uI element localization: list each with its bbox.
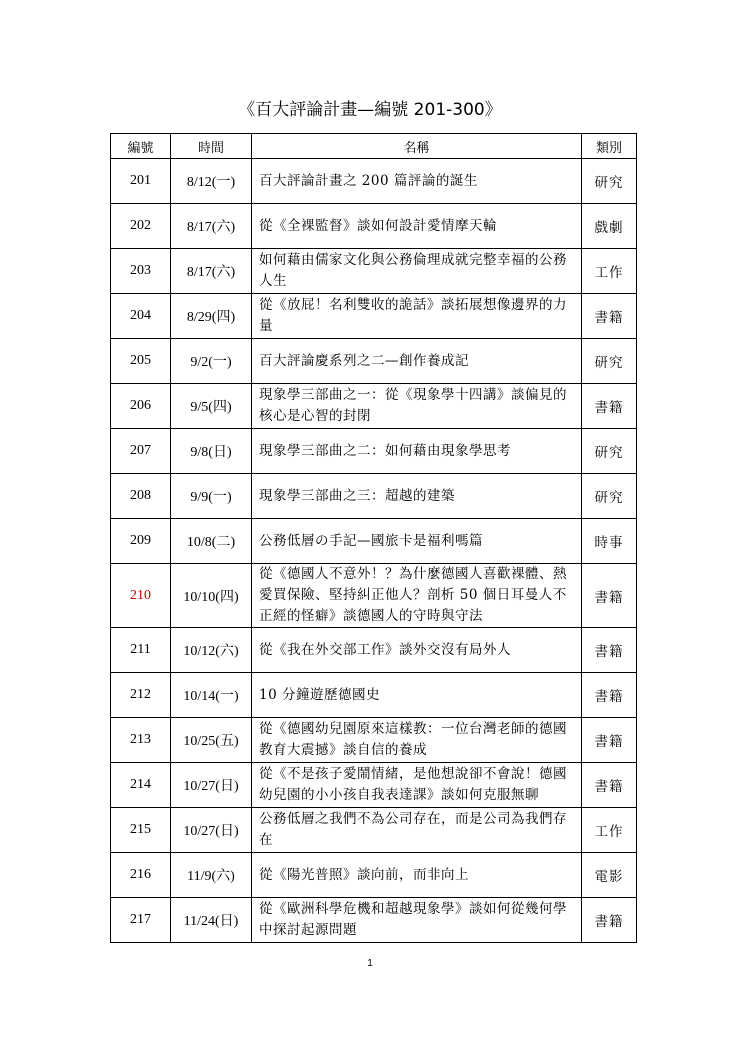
row-name: 百大評論慶系列之二—創作養成記 [252,339,582,384]
row-date: 11/24(日) [171,898,252,943]
row-number: 213 [111,718,171,763]
row-name: 從《陽光普照》談向前，而非向上 [252,853,582,898]
row-category: 研究 [582,474,637,519]
row-date: 10/10(四) [171,564,252,628]
document-title: 《百大評論計畫—編號 201-300》 [238,100,502,120]
table-row [111,564,637,628]
row-category: 研究 [582,159,637,204]
row-category: 工作 [582,808,637,853]
row-number: 208 [111,474,171,519]
row-number: 215 [111,808,171,853]
header-category: 類別 [582,134,637,159]
row-number: 207 [111,429,171,474]
row-category: 書籍 [582,384,637,429]
row-name: 從《歐洲科學危機和超越現象學》談如何從幾何學中探討起源問題 [252,898,582,943]
row-category: 工作 [582,249,637,294]
row-date: 9/2(一) [171,339,252,384]
row-name: 從《放屁！名利雙收的詭話》談拓展想像邊界的力量 [252,294,582,339]
row-category: 書籍 [582,898,637,943]
table-row [111,808,637,853]
row-category: 研究 [582,429,637,474]
row-date: 8/17(六) [171,204,252,249]
row-name: 從《我在外交部工作》談外交沒有局外人 [252,628,582,673]
row-number: 210 [111,564,171,628]
row-number: 201 [111,159,171,204]
table-row [111,763,637,808]
table-row [111,429,637,474]
row-date: 10/14(一) [171,673,252,718]
row-date: 8/17(六) [171,249,252,294]
row-name: 從《德國幼兒園原來這樣教：一位台灣老師的德國教育大震撼》談自信的養成 [252,718,582,763]
table-row [111,898,637,943]
row-name: 從《不是孩子愛鬧情緒，是他想說卻不會說！德國幼兒園的小小孩自我表達課》談如何克服無聊 [252,763,582,808]
row-name: 如何藉由儒家文化與公務倫理成就完整幸福的公務人生 [252,249,582,294]
row-number: 204 [111,294,171,339]
row-category: 戲劇 [582,204,637,249]
row-date: 10/27(日) [171,763,252,808]
row-date: 8/29(四) [171,294,252,339]
row-date: 10/25(五) [171,718,252,763]
row-date: 10/27(日) [171,808,252,853]
row-number: 205 [111,339,171,384]
row-name: 現象學三部曲之一：從《現象學十四講》談偏見的核心是心智的封閉 [252,384,582,429]
row-number: 216 [111,853,171,898]
table-row [111,673,637,718]
row-category: 書籍 [582,763,637,808]
row-date: 10/12(六) [171,628,252,673]
row-category: 書籍 [582,564,637,628]
row-date: 9/8(日) [171,429,252,474]
row-number: 214 [111,763,171,808]
row-name: 從《德國人不意外！？為什麼德國人喜歡裸體、熱愛買保險、堅持糾正他人？剖析 50 個日耳曼人不正經的怪癖》談德國人的守時與守法 [252,564,582,628]
row-category: 書籍 [582,628,637,673]
table-row [111,159,637,204]
row-date: 11/9(六) [171,853,252,898]
row-category: 書籍 [582,294,637,339]
row-name: 現象學三部曲之二：如何藉由現象學思考 [252,429,582,474]
row-name: 百大評論計畫之 200 篇評論的誕生 [252,159,582,204]
row-name: 10 分鐘遊歷德國史 [252,673,582,718]
row-name: 從《全裸監督》談如何設計愛情摩天輪 [252,204,582,249]
header-number: 編號 [111,134,171,159]
table-row [111,384,637,429]
table-row [111,249,637,294]
row-number: 203 [111,249,171,294]
page-number: 1 [367,958,373,969]
table-row [111,519,637,564]
table-row [111,718,637,763]
row-name: 公務低層之我們不為公司存在，而是公司為我們存在 [252,808,582,853]
header-date: 時間 [171,134,252,159]
row-category: 電影 [582,853,637,898]
table-row [111,204,637,249]
row-category: 書籍 [582,718,637,763]
table-row [111,339,637,384]
row-category: 研究 [582,339,637,384]
row-name: 現象學三部曲之三：超越的建築 [252,474,582,519]
review-table [110,133,637,943]
header-name: 名稱 [252,134,582,159]
row-number: 217 [111,898,171,943]
table-row [111,853,637,898]
table-row [111,294,637,339]
row-number: 206 [111,384,171,429]
table-row [111,474,637,519]
row-date: 8/12(一) [171,159,252,204]
table-row [111,628,637,673]
row-number: 211 [111,628,171,673]
row-category: 時事 [582,519,637,564]
row-number: 202 [111,204,171,249]
row-number: 209 [111,519,171,564]
row-name: 公務低層の手記—國旅卡是福利嗎篇 [252,519,582,564]
row-date: 9/5(四) [171,384,252,429]
table-header-row [111,134,637,159]
row-date: 10/8(二) [171,519,252,564]
row-category: 書籍 [582,673,637,718]
row-date: 9/9(一) [171,474,252,519]
row-number: 212 [111,673,171,718]
